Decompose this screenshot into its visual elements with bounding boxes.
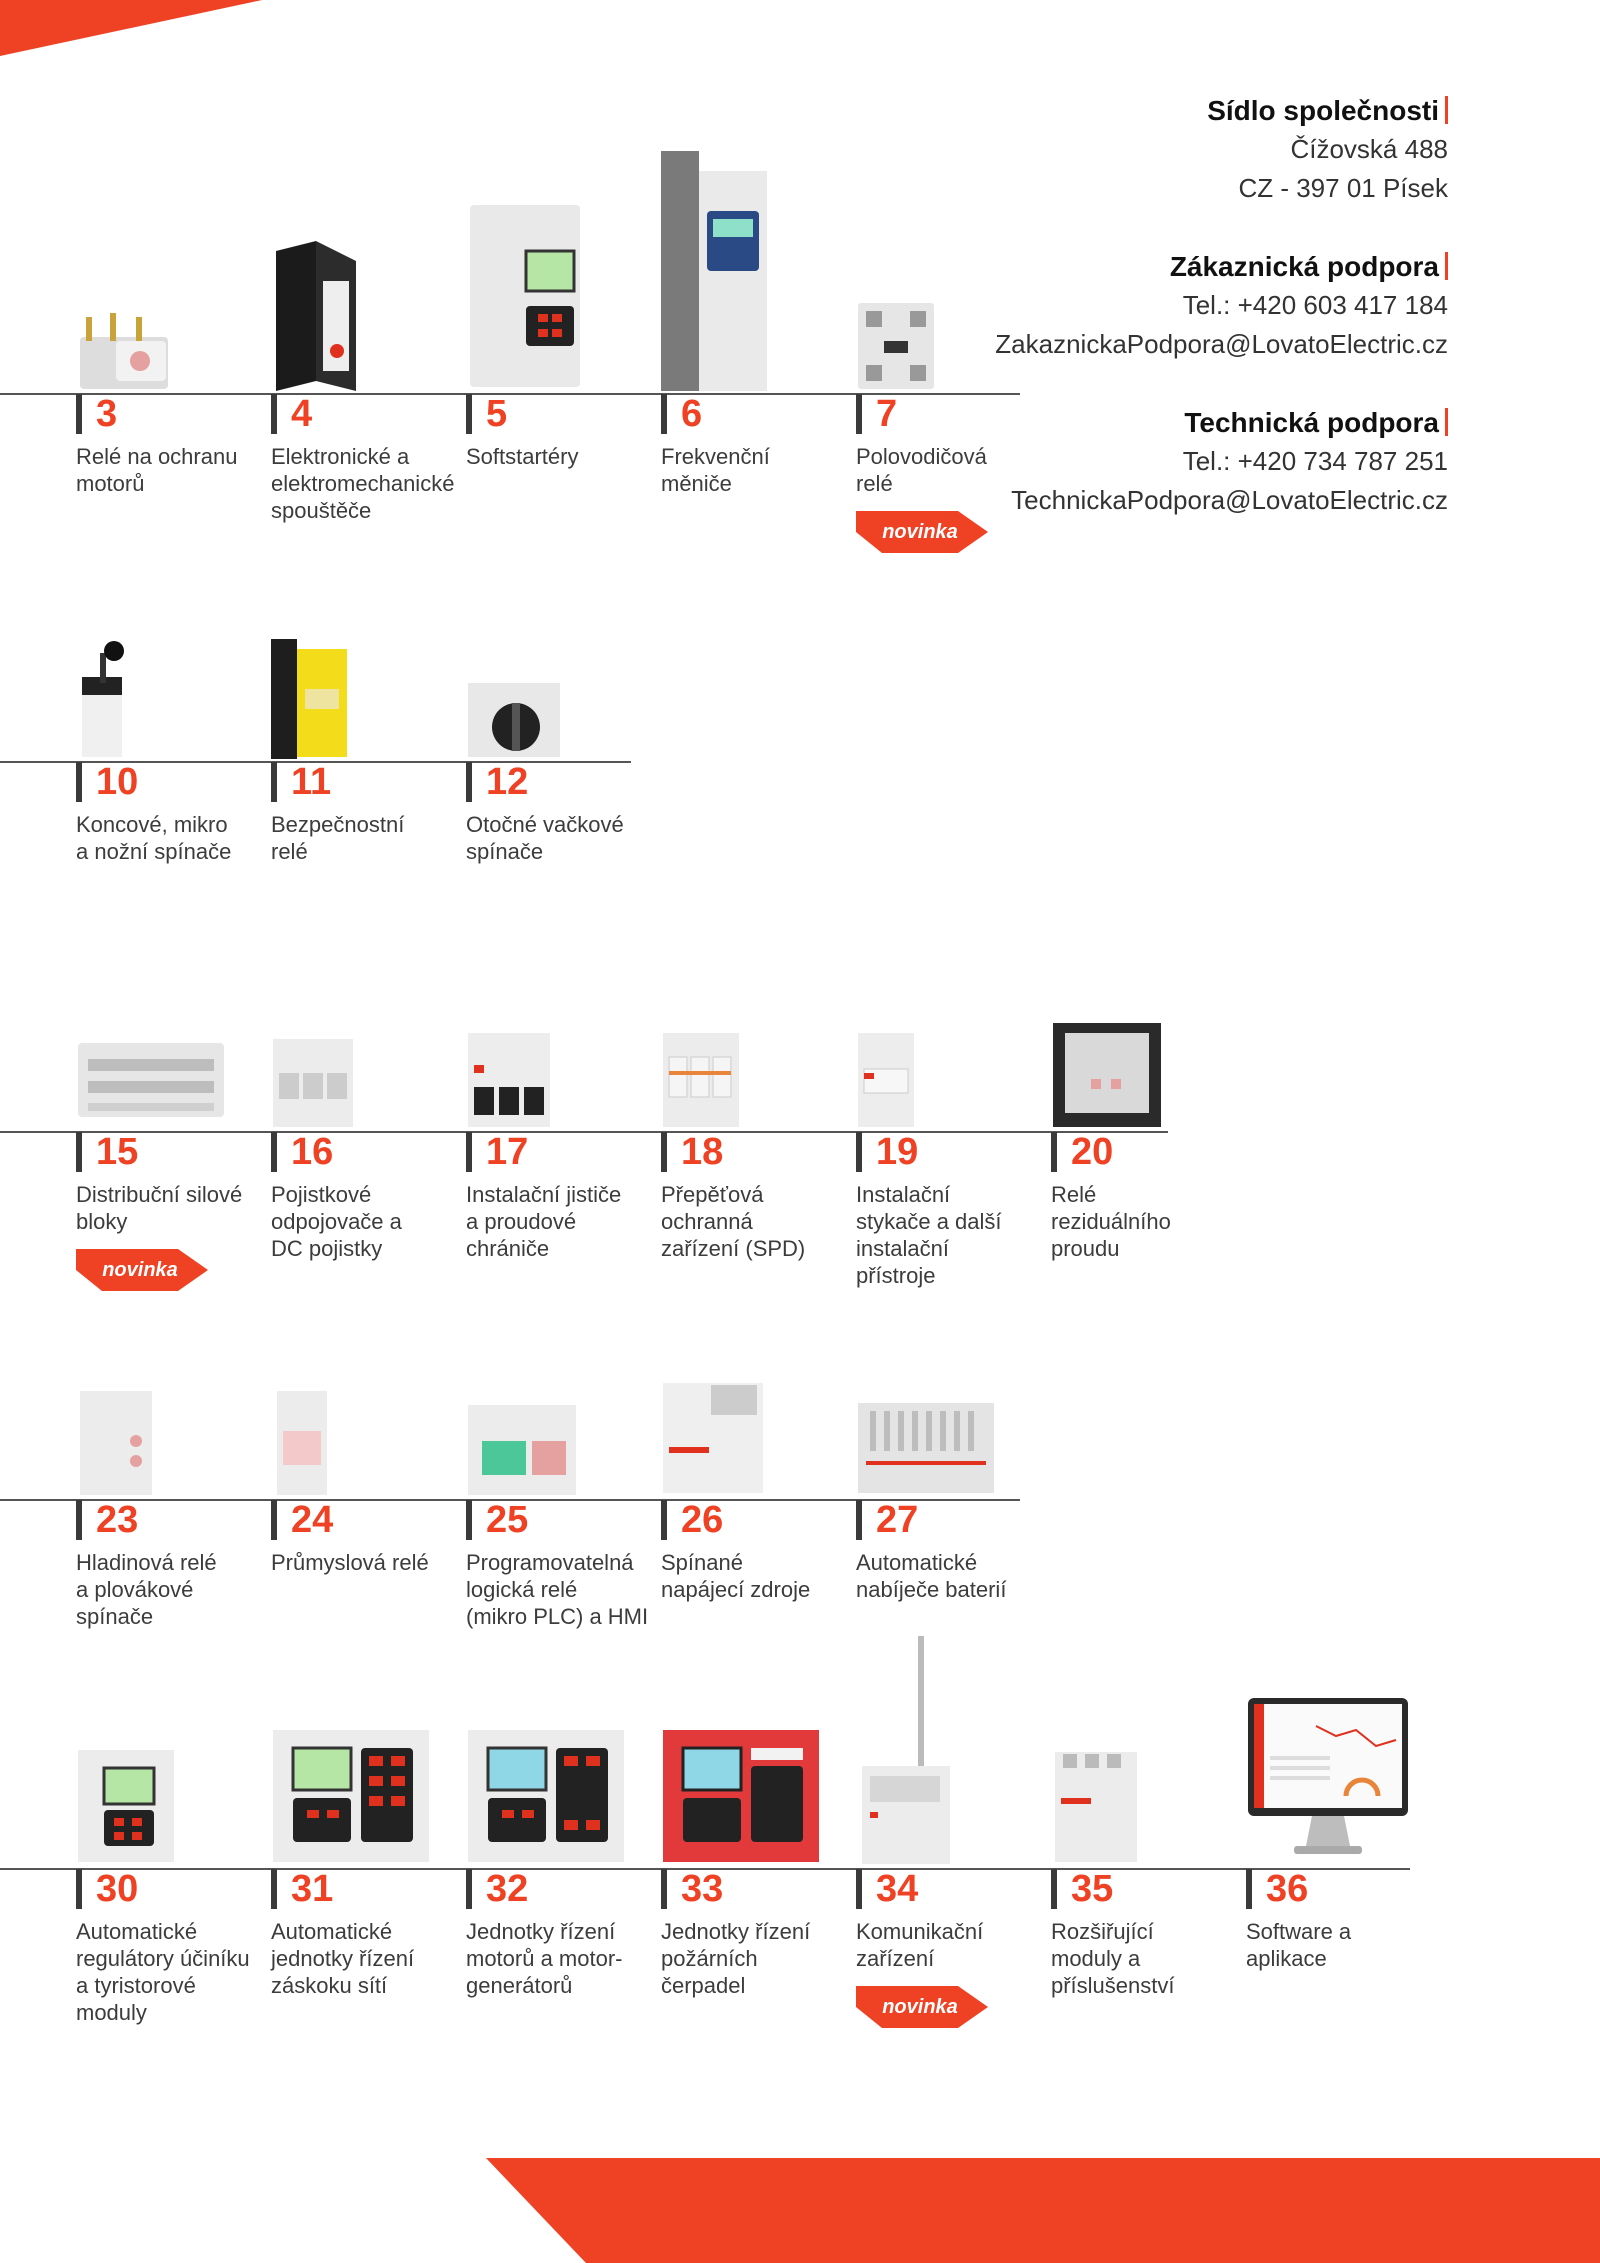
industrial-relay-icon — [271, 1387, 421, 1502]
label-line: Automatické — [856, 1550, 978, 1575]
label-line: Rozšiřující — [1051, 1919, 1154, 1944]
fuse-holder-icon — [271, 1033, 421, 1134]
label-line: měniče — [661, 471, 732, 496]
label-line: Průmyslová relé — [271, 1550, 429, 1575]
product-category-label[interactable] — [271, 1549, 471, 1576]
catalog-page-number[interactable]: 35 — [1051, 1869, 1113, 1909]
soft-starter-icon — [466, 201, 616, 396]
contact-title: Zákaznická podpora — [995, 248, 1448, 286]
communication-device-icon — [856, 1636, 1006, 1871]
label-line: Instalační — [856, 1182, 951, 1207]
label-line: Hladinová relé — [76, 1550, 217, 1575]
label-line: Programovatelná — [466, 1550, 634, 1575]
contact-line: Čížovská 488 — [1290, 134, 1448, 164]
label-line: (mikro PLC) a HMI — [466, 1604, 649, 1629]
product-category-label[interactable] — [856, 1181, 1056, 1289]
label-line: Frekvenční — [661, 444, 770, 469]
product-category-label[interactable] — [661, 1918, 861, 1999]
label-line: spínače — [76, 1604, 154, 1629]
cam-switch-icon — [466, 679, 616, 764]
label-line: chrániče — [466, 1236, 550, 1261]
label-line: aplikace — [1246, 1946, 1327, 1971]
product-category-label[interactable] — [271, 443, 471, 524]
label-line: generátorů — [466, 1973, 573, 1998]
label-line: zařízení — [856, 1946, 935, 1971]
product-category-label[interactable] — [466, 1918, 666, 1999]
catalog-page-number[interactable]: 32 — [466, 1869, 528, 1909]
contact-title: Technická podpora — [995, 404, 1448, 442]
product-category-label[interactable] — [1246, 1918, 1446, 1972]
top-left-accent-shape — [0, 0, 270, 60]
catalog-page-number[interactable]: 16 — [271, 1132, 333, 1172]
label-line: elektromechanické — [271, 471, 455, 496]
new-badge — [856, 511, 990, 553]
label-line: Jednotky řízení — [661, 1919, 811, 1944]
label-line: Otočné vačkové — [466, 812, 624, 837]
limit-switch-icon — [76, 639, 226, 764]
label-line: logická relé — [466, 1577, 578, 1602]
product-category-label[interactable] — [271, 1181, 471, 1262]
catalog-page-number[interactable]: 11 — [271, 762, 331, 802]
product-category-label[interactable] — [76, 443, 276, 497]
product-category-label[interactable] — [1051, 1181, 1251, 1262]
safety-relay-icon — [271, 639, 421, 764]
label-line: odpojovače a — [271, 1209, 402, 1234]
label-line: Jednotky řízení — [466, 1919, 616, 1944]
distribution-block-icon — [76, 1029, 226, 1134]
catalog-page-number[interactable]: 10 — [76, 762, 138, 802]
product-category-label[interactable] — [466, 443, 666, 470]
product-category-label[interactable] — [76, 1549, 276, 1630]
label-line: jednotky řízení — [271, 1946, 415, 1971]
new-badge — [76, 1249, 210, 1291]
residual-current-relay-icon — [1051, 1019, 1201, 1134]
contact-title: Sídlo společnosti — [995, 92, 1448, 130]
label-line: Pojistkové — [271, 1182, 372, 1207]
label-line: spouštěče — [271, 498, 372, 523]
electronic-starter-icon — [271, 241, 421, 396]
product-category-label[interactable] — [466, 1549, 666, 1630]
label-line: požárních — [661, 1946, 758, 1971]
contact-block — [995, 404, 1448, 520]
product-category-label[interactable] — [856, 443, 1056, 497]
product-category-label[interactable] — [466, 1181, 666, 1262]
new-badge — [856, 1986, 990, 2028]
label-line: reziduálního — [1051, 1209, 1171, 1234]
accent-bar — [1445, 96, 1448, 124]
label-line: záskoku sítí — [271, 1973, 388, 1998]
contact-info — [995, 92, 1448, 560]
plc-icon — [466, 1397, 616, 1502]
product-category-label[interactable] — [271, 1918, 471, 1999]
label-line: stykače a další — [856, 1209, 1002, 1234]
contact-block — [995, 248, 1448, 364]
label-line: Koncové, mikro — [76, 812, 228, 837]
catalog-page-number[interactable]: 27 — [856, 1500, 918, 1540]
label-line: nabíječe baterií — [856, 1577, 1007, 1602]
label-line: Relé na ochranu — [76, 444, 238, 469]
label-line: a tyristorové — [76, 1973, 196, 1998]
label-line: moduly a — [1051, 1946, 1141, 1971]
product-category-label[interactable] — [856, 1549, 1056, 1603]
new-badge-text: novinka — [882, 521, 958, 543]
fire-pump-controller-icon — [661, 1726, 811, 1871]
label-line: a nožní spínače — [76, 839, 232, 864]
catalog-page-number[interactable]: 23 — [76, 1500, 138, 1540]
label-line: Instalační jističe — [466, 1182, 622, 1207]
label-line: Přepěťová — [661, 1182, 764, 1207]
motor-protection-relay-icon — [76, 311, 226, 396]
product-category-label[interactable] — [1051, 1918, 1251, 1999]
label-line: Softstartéry — [466, 444, 579, 469]
catalog-page-number[interactable]: 24 — [271, 1500, 333, 1540]
product-category-label[interactable] — [76, 1918, 276, 2026]
label-line: motorů a motor- — [466, 1946, 623, 1971]
new-badge-text: novinka — [882, 1996, 958, 2018]
product-category-label[interactable] — [466, 811, 666, 865]
label-line: DC pojistky — [271, 1236, 383, 1261]
contact-line: Tel.: +420 603 417 184 — [1182, 290, 1448, 320]
label-line: regulátory účiníku — [76, 1946, 250, 1971]
software-monitor-icon — [1246, 1696, 1396, 1871]
catalog-page-number[interactable]: 26 — [661, 1500, 723, 1540]
surge-protector-icon — [661, 1029, 811, 1134]
contact-line: CZ - 397 01 Písek — [1238, 173, 1448, 203]
catalog-page-number[interactable]: 12 — [466, 762, 528, 802]
catalog-page-number[interactable]: 19 — [856, 1132, 918, 1172]
product-category-label[interactable] — [661, 1181, 861, 1262]
power-supply-icon — [661, 1377, 811, 1502]
catalog-page-number[interactable]: 30 — [76, 1869, 138, 1909]
label-line: spínače — [466, 839, 544, 864]
catalog-page-number[interactable]: 34 — [856, 1869, 918, 1909]
catalog-page-number[interactable]: 15 — [76, 1132, 138, 1172]
label-line: Automatické — [76, 1919, 198, 1944]
label-line: Bezpečnostní — [271, 812, 405, 837]
level-relay-icon — [76, 1387, 226, 1502]
label-line: Spínané — [661, 1550, 743, 1575]
label-line: zařízení (SPD) — [661, 1236, 806, 1261]
label-line: Polovodičová — [856, 444, 987, 469]
catalog-page-number[interactable]: 20 — [1051, 1132, 1113, 1172]
label-line: příslušenství — [1051, 1973, 1175, 1998]
label-line: relé — [856, 471, 893, 496]
catalog-page-number[interactable]: 18 — [661, 1132, 723, 1172]
frequency-inverter-icon — [661, 151, 811, 396]
catalog-page-number[interactable]: 17 — [466, 1132, 528, 1172]
email-link[interactable]: ZakaznickaPodpora@LovatoElectric.cz — [995, 329, 1448, 359]
label-line: napájecí zdroje — [661, 1577, 811, 1602]
product-category-label[interactable] — [271, 811, 471, 865]
label-line: přístroje — [856, 1263, 936, 1288]
label-line: Komunikační — [856, 1919, 984, 1944]
label-line: Distribuční silové — [76, 1182, 243, 1207]
contact-block — [995, 92, 1448, 208]
label-line: Software a — [1246, 1919, 1352, 1944]
catalog-page-number[interactable]: 36 — [1246, 1869, 1308, 1909]
catalog-page-number[interactable]: 4 — [271, 394, 312, 434]
product-category-label[interactable] — [76, 811, 276, 865]
power-factor-controller-icon — [76, 1746, 226, 1871]
label-line: Automatické — [271, 1919, 393, 1944]
product-category-label[interactable] — [856, 1918, 1056, 1972]
label-line: relé — [271, 839, 308, 864]
product-category-label[interactable] — [76, 1181, 276, 1235]
label-line: Relé — [1051, 1182, 1097, 1207]
catalog-page-number[interactable]: 33 — [661, 1869, 723, 1909]
label-line: a plovákové — [76, 1577, 194, 1602]
label-line: a proudové — [466, 1209, 577, 1234]
accent-bar — [1445, 408, 1448, 436]
product-category-label[interactable] — [661, 443, 861, 497]
catalog-page-number[interactable]: 7 — [856, 394, 897, 434]
product-category-label[interactable] — [661, 1549, 861, 1603]
label-line: bloky — [76, 1209, 128, 1234]
label-line: čerpadel — [661, 1973, 746, 1998]
transfer-switch-controller-icon — [271, 1726, 421, 1871]
label-line: instalační — [856, 1236, 949, 1261]
new-badge-text: novinka — [102, 1259, 178, 1281]
catalog-page-number[interactable]: 3 — [76, 394, 117, 434]
catalog-page-number[interactable]: 5 — [466, 394, 507, 434]
label-line: motorů — [76, 471, 145, 496]
catalog-page-number[interactable]: 6 — [661, 394, 702, 434]
contact-line: Tel.: +420 734 787 251 — [1182, 446, 1448, 476]
genset-controller-icon — [466, 1726, 616, 1871]
bottom-accent-band — [0, 2158, 1600, 2263]
modular-contactor-icon — [856, 1029, 1006, 1134]
catalog-page-number[interactable]: 31 — [271, 1869, 333, 1909]
label-line: proudu — [1051, 1236, 1120, 1261]
battery-charger-icon — [856, 1397, 1006, 1502]
email-link[interactable]: TechnickaPodpora@LovatoElectric.cz — [1011, 485, 1448, 515]
circuit-breaker-icon — [466, 1029, 616, 1134]
label-line: ochranná — [661, 1209, 753, 1234]
expansion-module-icon — [1051, 1746, 1201, 1871]
catalog-page-number[interactable]: 25 — [466, 1500, 528, 1540]
accent-bar — [1445, 252, 1448, 280]
label-line: moduly — [76, 2000, 147, 2025]
label-line: Elektronické a — [271, 444, 410, 469]
solid-state-relay-icon — [856, 301, 1006, 396]
